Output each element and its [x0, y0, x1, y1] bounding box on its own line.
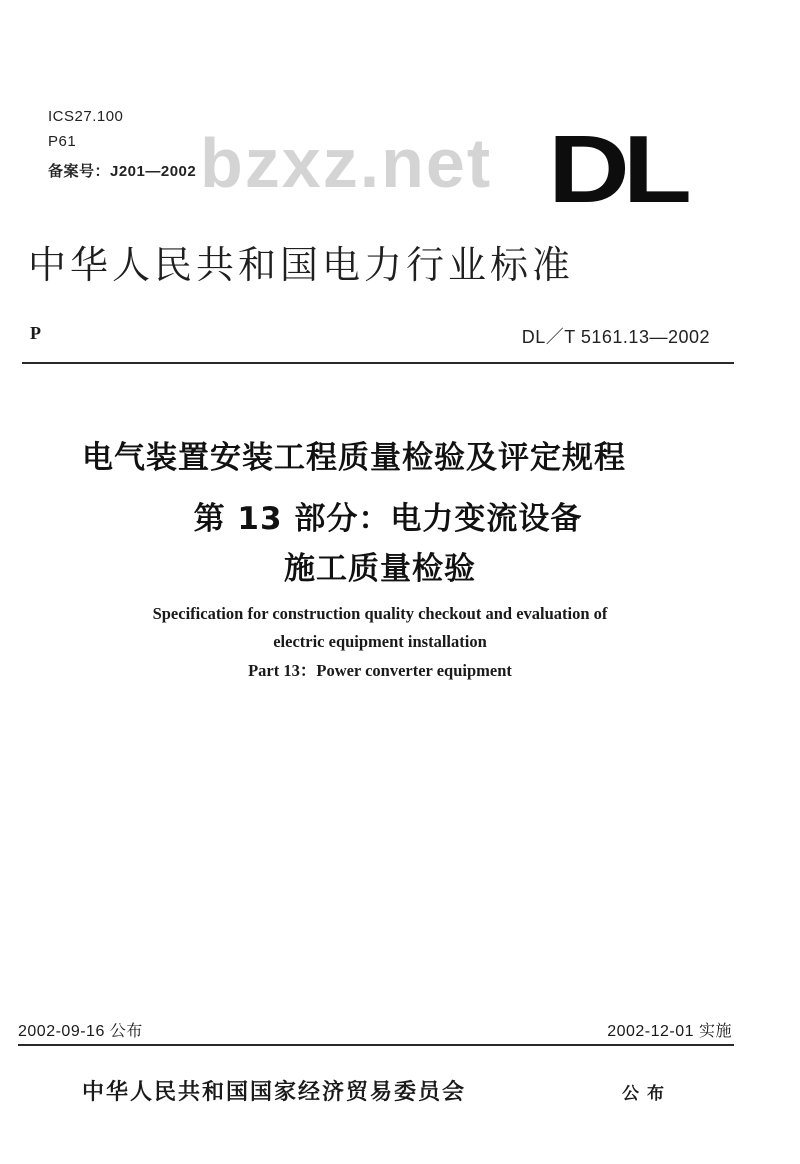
issuing-authority: 中华人民共和国国家经济贸易委员会 — [82, 1080, 467, 1105]
publish-date: 2002-09-16 公布 — [18, 1023, 143, 1040]
title-zh-line3: 施工质量检验 — [284, 551, 476, 587]
watermark: bzxz.net — [200, 124, 493, 202]
category-mark: P — [30, 323, 41, 343]
classification-code: P61 — [48, 133, 77, 150]
ics-code: ICS27.100 — [48, 108, 124, 125]
title-en-line1: Specification for construction quality checkout and evaluation of — [152, 604, 608, 623]
implement-date: 2002-12-01 实施 — [607, 1023, 732, 1040]
industry-standard-heading: 中华人民共和国电力行业标准 — [28, 243, 575, 287]
dl-logo: DL — [548, 116, 685, 223]
standard-number: DL／T 5161.13—2002 — [521, 327, 710, 347]
title-zh-line2: 第 13 部分：电力变流设备 — [193, 501, 583, 537]
header-divider — [22, 362, 734, 364]
record-number: 备案号：J201—2002 — [48, 163, 197, 180]
issue-label: 公布 — [622, 1084, 672, 1104]
footer-divider — [18, 1044, 734, 1046]
title-zh-line1: 电气装置安装工程质量检验及评定规程 — [82, 440, 626, 476]
title-en-line3: Part 13：Power converter equipment — [248, 661, 512, 680]
title-en-line2: electric equipment installation — [273, 632, 487, 651]
